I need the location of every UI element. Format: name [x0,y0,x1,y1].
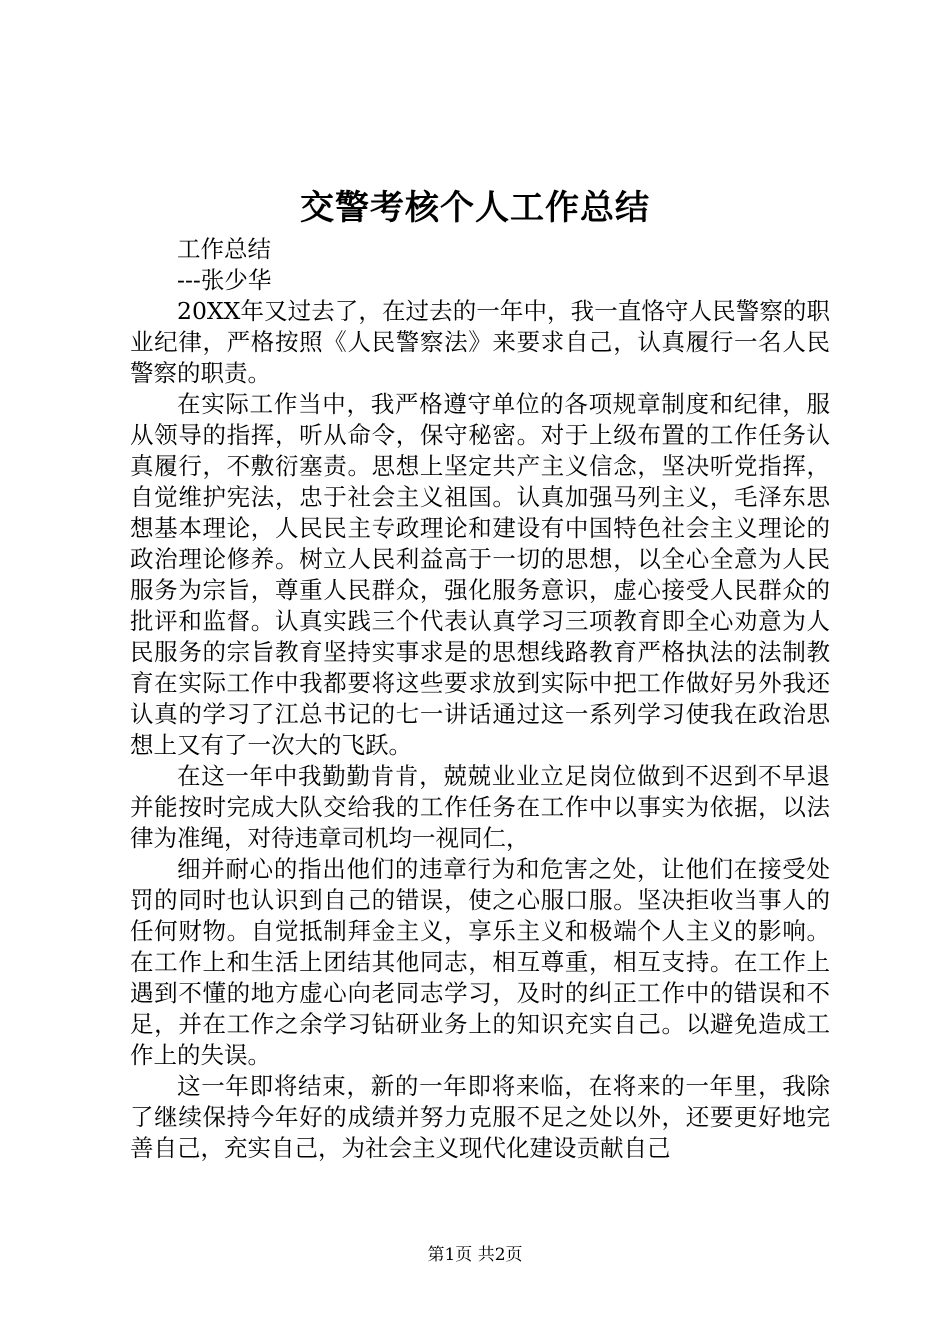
document-body [130,234,830,1164]
page-number-footer: 第1页 共2页 [427,1245,523,1265]
paragraph-intro: 20XX年又过去了，在过去的一年中，我一直恪守人民警察的职业纪律，严格按照《人民警察法》来要求自己，认真履行一名人民警察的职责。 [130,297,830,387]
paragraph-author: ---张少华 [177,266,272,294]
paragraph-outlook: 这一年即将结束，新的一年即将来临，在将来的一年里，我除了继续保持今年好的成绩并努力克服不足之处以外，还要更好地完善自己，充实自己，为社会主义现代化建设贡献自己 [130,1072,830,1162]
paragraph-conduct: 细并耐心的指出他们的违章行为和危害之处，让他们在接受处罚的同时也认识到自己的错误，使之心服口服。坚决拒收当事人的任何财物。自觉抵制拜金主义，享乐主义和极端个人主义的影响。在工作上和生活上团结其他同志，相互尊重，相互支持。在工作上遇到不懂的地方虚心向老同志学习，及时的纠正工作中的错误和不足，并在工作之余学习钻研业务上的知识充实自己。以避免造成工作上的失误。 [130,855,830,1069]
document-title: 交警考核个人工作总结 [300,188,650,228]
paragraph-discipline: 在实际工作当中，我严格遵守单位的各项规章制度和纪律，服从领导的指挥，听从命令，保守秘密。对于上级布置的工作任务认真履行，不敷衍塞责。思想上坚定共产主义信念，坚决听党指挥，自觉维护宪法，忠于社会主义祖国。认真加强马列主义，毛泽东思想基本理论，人民民主专政理论和建设有中国特色社会主义理论的政治理论修养。树立人民利益高于一切的思想，以全心全意为人民服务为宗旨，尊重人民群众，强化服务意识，虚心接受人民群众的批评和监督。认真实践三个代表认真学习三项教育即全心劝意为人民服务的宗旨教育坚持实事求是的思想线路教育严格执法的法制教育在实际工作中我都要将这些要求放到实际中把工作做好另外我还认真的学习了江总书记的七一讲话通过这一系列学习使我在政治思想上又有了一次大的飞跃。 [130,390,830,759]
paragraph-diligence: 在这一年中我勤勤肯肯，兢兢业业立足岗位做到不迟到不早退并能按时完成大队交给我的工作任务在工作中以事实为依据，以法律为准绳，对待违章司机均一视同仁， [130,762,830,852]
paragraph-heading: 工作总结 [177,235,271,263]
